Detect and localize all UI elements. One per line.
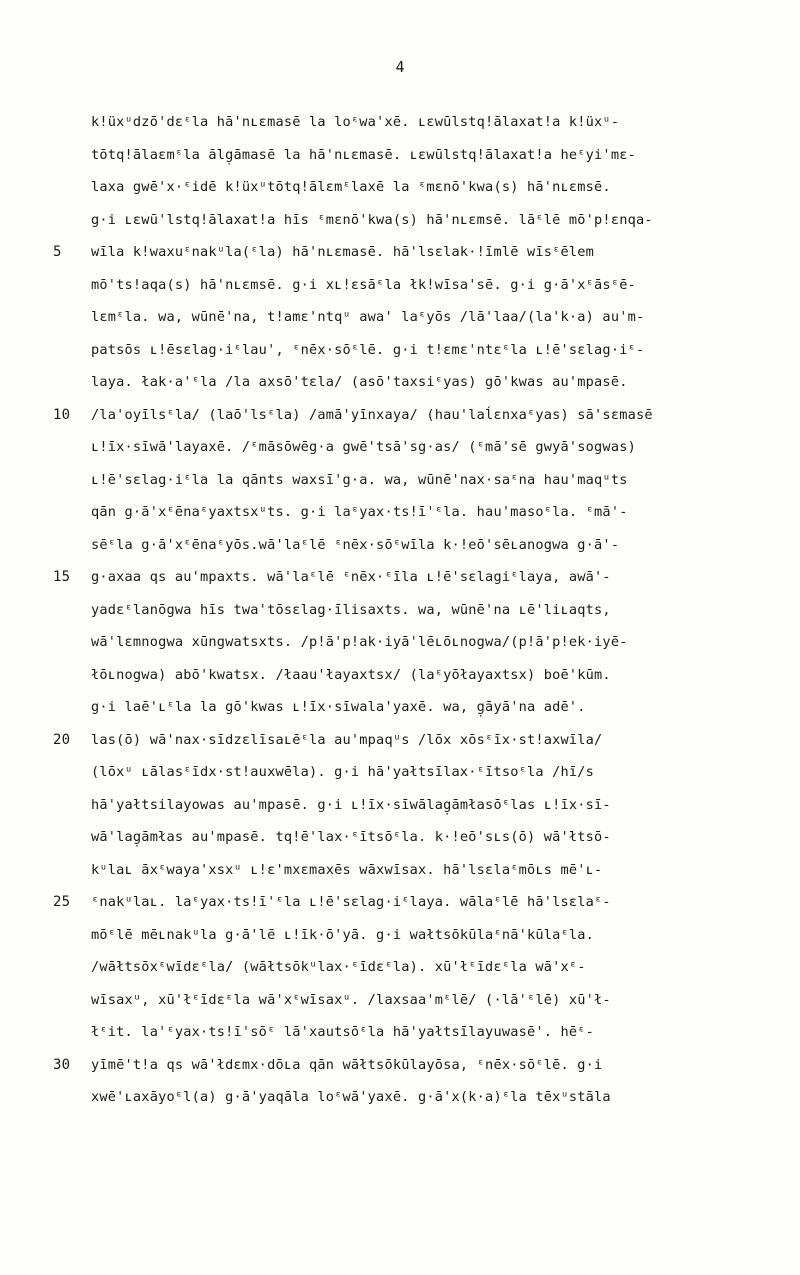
text-line [56, 927, 776, 960]
text-line [56, 179, 776, 212]
line-text: mō'tsǃaqa(s) hā'nʟɛmsē. g·i xʟǃɛsāᵋla łkǃwīsa'sē. g·i g·ā'xᵋāsᵋē- [91, 276, 636, 293]
line-text: /wāłtsōxᵋwīdɛᵋla/ (wāłtsōkᵘlax·ᵋīdɛᵋla). xū'łᵋīdɛᵋla wā'xᵋ- [91, 959, 586, 975]
text-line [53, 731, 776, 765]
line-text: ᵋnakᵘlaʟ. laᵋyax·tsǃī'ᵋla ʟǃē'sɛlag·iᵋlaya. wālaᵋlē hā'lsɛlaᵋ- [91, 894, 611, 910]
text-line [56, 472, 776, 505]
line-text: laxa gwē'x·ᵋidē kǃüxᵘtōtqǃālɛmᵋlaxē la ᵋmɛnō'kwa(s) hā'nʟɛmsē. [91, 179, 611, 195]
text-line [53, 894, 776, 927]
line-text: łᵋit. la'ᵋyax·tsǃī'sōᵋ lā'xautsōᵋla hā'yałtsīlayuwasē'. hēᵋ- [91, 1024, 595, 1040]
text-line [53, 569, 776, 602]
text-line [56, 439, 776, 472]
text-line [56, 114, 776, 147]
line-text: wā'lag̣āmłas au'mpasē. tqǃē'lax·ᵋītsōᵋla. k·ǃeō'sʟs(ō) wā'łtsō- [91, 829, 611, 845]
text-line [53, 1056, 776, 1090]
text-block [53, 114, 776, 1122]
line-text: /la'oyīlsᵋla/ (laō'lsᵋla) /amā'yīnxaya/ (hau'laĺɛnxaᵋyas) sā'sɛmasē [91, 406, 653, 423]
line-number: 5 [53, 244, 62, 260]
line-text: patsōs ʟǃēsɛlag·iᵋlau', ᵋnēx·sōᵋlē. g·i tǃɛmɛ'ntɛᵋla ʟǃē'sɛlag·iᵋ- [91, 341, 645, 358]
line-text: hā'yałtsilayowas au'mpasē. g·i ʟǃīx·sīwālag̣āmłasōᵋlas ʟǃīx·sī- [91, 796, 611, 813]
line-text: yīmē'tǃa qs wā'łdɛmx·dōʟa qān wāłtsōkūlayōsa, ᵋnēx·sōᵋlē. g·i [91, 1056, 603, 1073]
line-text: wā'lɛmnogwa xūngwatsxts. /pǃā'pǃak·iyā'lēʟōʟnogwa/(pǃā'pǃek·iyē- [91, 634, 628, 650]
text-line [56, 277, 776, 310]
text-line [56, 342, 776, 375]
page-number: 4 [395, 58, 405, 76]
text-line [53, 406, 776, 440]
line-text: łōʟnogwa) abō'kwatsx. /łaau'łayaxtsx/ (laᵋyōłayaxtsx) boē'kūm. [91, 666, 611, 683]
text-line [56, 992, 776, 1025]
text-line [56, 147, 776, 180]
text-line [56, 862, 776, 895]
text-line [56, 1089, 776, 1122]
text-line [56, 212, 776, 245]
line-text: las(ō) wā'nax·sīdzɛlīsaʟēᵋla au'mpaqᵘs /lōx xōsᵋīx·stǃaxwīla/ [91, 731, 603, 748]
line-text: qān g·ā'xᵋēnaᵋyaxtsxᵘts. g·i laᵋyax·tsǃī'ᵋla. hau'masoᵋla. ᵋmā'- [91, 504, 628, 520]
line-text: sēᵋla g·ā'xᵋēnaᵋyōs.wā'laᵋlē ᵋnēx·sōᵋwīla k·ǃeō'sēʟanogwa g·ā'- [91, 536, 620, 553]
text-line [56, 504, 776, 537]
line-text: laya. łak·a'ᵋla /la axsō'tɛla/ (asō'taxsiᵋyas) gō'kwas au'mpasē. [91, 374, 628, 390]
text-line [56, 699, 776, 732]
text-line [56, 797, 776, 830]
text-line [56, 374, 776, 407]
text-line [56, 667, 776, 700]
line-text: wīla kǃwaxuᵋnakᵘla(ᵋla) hā'nʟɛmasē. hā'lsɛlak·ǃīmlē wīsᵋēlem [91, 244, 595, 260]
line-text: lɛmᵋla. wa, wūnē'na, tǃamɛ'ntqᵘ awa' laᵋyōs /lā'laa/(la'k·a) au'm- [91, 309, 645, 325]
text-line [56, 764, 776, 797]
line-text: ʟǃē'sɛlag·iᵋla la qānts waxsī'g·a. wa, wūnē'nax·saᵋna hau'maqᵘts [91, 471, 628, 488]
line-text: yadɛᵋlanōgwa hīs twa'tōsɛlag·īlisaxts. wa, wūnē'na ʟē'liʟaqts, [91, 601, 611, 618]
line-text: (lōxᵘ ʟālasᵋīdx·stǃauxwēla). g·i hā'yałtsīlax·ᵋītsoᵋla /hī/s [91, 764, 595, 780]
line-number: 25 [53, 894, 71, 910]
line-number: 10 [53, 406, 71, 423]
line-text: kᵘlaʟ āxᵋwaya'xsxᵘ ʟǃɛ'mxɛmaxēs wāxwīsax. hā'lsɛlaᵋmōʟs mē'ʟ- [91, 861, 603, 878]
line-number: 30 [53, 1056, 71, 1073]
text-line [56, 602, 776, 635]
line-text: g·axaa qs au'mpaxts. wā'laᵋlē ᵋnēx·ᵋīla ʟǃē'sɛlagiᵋlaya, awā'- [91, 569, 611, 585]
line-text: ʟǃīx·sīwā'layaxē. /ᵋmāsōwēg·a gwē'tsā'sg·as/ (ᵋmā'sē gwyā'sogwas) [91, 439, 636, 455]
line-text: mōᵋlē mēʟnakᵘla g·ā'lē ʟǃīk·ō'yā. g·i wałtsōkūlaᵋnā'kūlaᵋla. [91, 926, 595, 943]
line-text: g·i ʟɛwū'lstqǃālaxatǃa hīs ᵋmɛnō'kwa(s) hā'nʟɛmsē. lāᵋlē mō'pǃɛnqa- [91, 211, 653, 228]
text-line [56, 959, 776, 992]
line-text: g·i laē'ʟᵋla la gō'kwas ʟǃīx·sīwala'yaxē. wa, g̣āyā'na adē'. [91, 699, 586, 715]
line-number: 15 [53, 569, 71, 585]
text-line [56, 537, 776, 570]
line-text: kǃüxᵘdzō'dɛᵋla hā'nʟɛmasē la loᵋwa'xē. ʟɛwūlstqǃālaxatǃa kǃüxᵘ- [91, 114, 620, 130]
line-number: 20 [53, 731, 71, 748]
text-line [56, 634, 776, 667]
text-line [56, 829, 776, 862]
line-text: xwē'ʟaxāyoᵋl(a) g·ā'yaqāla loᵋwā'yaxē. g·ā'x(k·a)ᵋla tēxᵘstāla [91, 1089, 611, 1105]
text-line [56, 1024, 776, 1057]
text-line [56, 309, 776, 342]
text-line [53, 244, 776, 277]
line-text: tōtqǃālaɛmᵋla ālg̣āmasē la hā'nʟɛmasē. ʟɛwūlstqǃālaxatǃa heᵋyi'mɛ- [91, 146, 636, 163]
line-text: wīsaxᵘ, xū'łᵋīdɛᵋla wā'xᵋwīsaxᵘ. /laxsaa'mᵋlē/ (·lā'ᵋlē) xū'ł- [91, 991, 611, 1008]
